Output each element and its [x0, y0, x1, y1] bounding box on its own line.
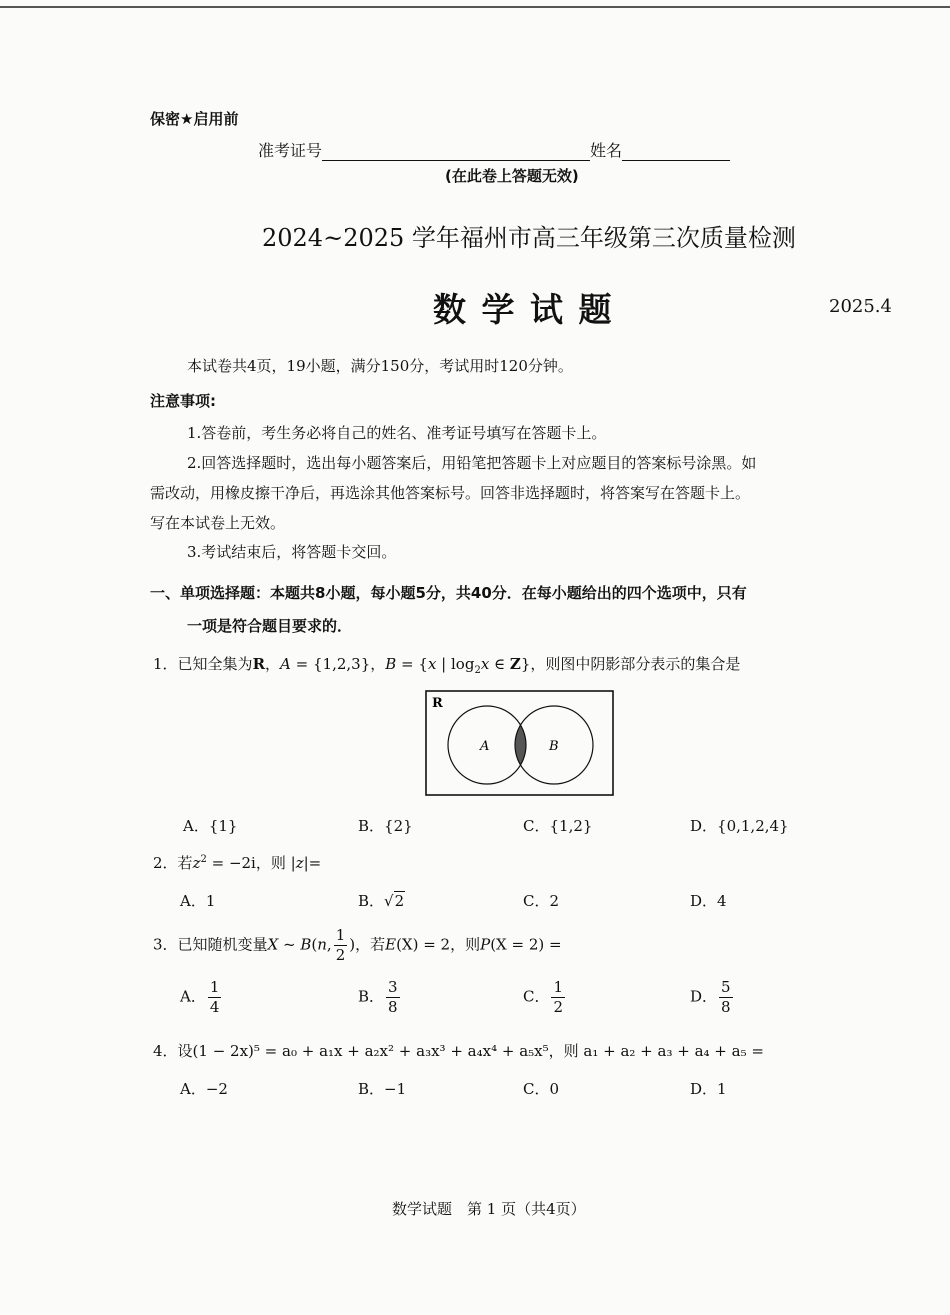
q3-b-den: 8 — [388, 998, 398, 1016]
q3-option-d-label: D． — [690, 987, 718, 1006]
q3-option-b-frac — [386, 980, 400, 1015]
q1-option-c: C．{1,2} — [523, 817, 593, 835]
intro-text: 本试卷共4页，19小题，满分150分，考试用时120分钟。 — [187, 357, 573, 375]
q3-d-num: 5 — [721, 978, 731, 996]
notice-item-2-line-2: 需改动，用橡皮擦干净后，再选涂其他答案标号。回答非选择题时，将答案写在答题卡上。 — [150, 484, 751, 502]
q3-option-a — [180, 980, 223, 1015]
q3-x: X — [267, 935, 279, 954]
q2-eq: = −2i，则 | — [206, 854, 296, 872]
q3-px: (X = 2) = — [490, 935, 562, 954]
q2-end: |= — [303, 854, 322, 872]
invalid-note: (在此卷上答题无效) — [445, 167, 579, 185]
question-3-stem — [153, 928, 562, 963]
q1-text-a: 已知全集为 — [177, 655, 253, 673]
q2-option-c: C．2 — [523, 892, 560, 910]
q3-ex: (X) = 2，则 — [396, 935, 481, 954]
q4-option-b: B．−1 — [358, 1080, 407, 1098]
q3-paren: ( — [311, 935, 318, 954]
question-2-number: 2． — [153, 854, 178, 872]
q3-paren-close: )，若 — [349, 935, 386, 954]
q3-text-a: 已知随机变量 — [177, 935, 268, 954]
scan-top-edge — [0, 6, 950, 8]
q3-a-num: 1 — [209, 978, 220, 996]
q2-option-d: D．4 — [690, 892, 727, 910]
exam-id-label: 准考证号 — [258, 141, 323, 160]
q3-option-a-frac — [208, 980, 222, 1015]
notice-item-2-line-3: 写在本试卷上无效。 — [150, 514, 286, 532]
question-2-stem — [153, 852, 321, 873]
venn-label-b: B — [549, 739, 559, 754]
q3-option-b — [358, 980, 402, 1015]
q1-option-d: D．{0,1,2,4} — [690, 817, 789, 835]
venn-label-r: R — [432, 696, 443, 711]
q3-c-num: 1 — [553, 978, 564, 996]
q3-fraction-den: 2 — [335, 946, 346, 964]
q2-option-b — [358, 890, 405, 911]
q3-fraction-num: 1 — [335, 926, 346, 944]
q2-power: 2 — [200, 854, 207, 865]
question-3-number: 3． — [153, 935, 178, 954]
q1-x1: x — [427, 655, 437, 673]
q3-n: n — [317, 935, 327, 954]
q3-option-d-frac — [719, 980, 733, 1015]
q3-option-a-label: A． — [180, 987, 206, 1006]
q1-in: ∈ — [489, 655, 510, 673]
sqrt-sign — [384, 892, 405, 910]
q1-option-b: B．{2} — [358, 817, 413, 835]
exam-date: 2025.4 — [829, 296, 892, 317]
q3-fraction — [334, 928, 348, 963]
q3-tilde: ~ — [278, 935, 301, 954]
q1-log: | log — [436, 655, 475, 673]
q3-d-den: 8 — [721, 998, 731, 1016]
notice-item-1: 1.答卷前，考生务必将自己的姓名、准考证号填写在答题卡上。 — [187, 424, 607, 442]
page-footer: 数学试题 第 1 页（共4页） — [392, 1200, 586, 1218]
q3-binomial: B — [300, 935, 312, 954]
q2-option-a: A．1 — [180, 892, 216, 910]
q3-b-num: 3 — [388, 978, 398, 996]
q1-text-b: ， — [265, 655, 281, 673]
q3-option-c — [523, 980, 567, 1015]
q1-log-base: 2 — [474, 665, 481, 676]
notice-heading: 注意事项: — [150, 392, 216, 410]
notice-item-3: 3.考试结束后，将答题卡交回。 — [187, 543, 397, 561]
q4-option-a: A．−2 — [180, 1080, 228, 1098]
q1-text-close: }，则图中阴影部分表示的集合是 — [520, 655, 741, 673]
q1-set-r: R — [252, 655, 266, 673]
section-1-heading-line-2: 一项是符合题目要求的． — [187, 617, 353, 635]
venn-label-a: A — [480, 739, 490, 754]
question-4-stem — [153, 1040, 764, 1061]
q3-e: E — [385, 935, 397, 954]
q4-option-c: C．0 — [523, 1080, 560, 1098]
question-4-number: 4． — [153, 1042, 178, 1060]
q3-option-c-frac — [551, 980, 565, 1015]
question-1-number: 1． — [153, 655, 178, 673]
name-label: 姓名 — [590, 141, 623, 160]
q2-option-b-label: B． — [358, 892, 385, 910]
q1-option-a: A．{1} — [183, 817, 238, 835]
q1-set-b: B — [385, 655, 397, 673]
venn-diagram — [425, 690, 615, 798]
q1-eq-a: = {1,2,3}， — [290, 655, 386, 673]
sqrt-symbol: √ — [384, 892, 394, 910]
q2-text-a: 若 — [177, 854, 193, 872]
q3-c-den: 2 — [553, 998, 564, 1016]
q3-option-d — [690, 980, 735, 1015]
q4-option-d: D．1 — [690, 1080, 727, 1098]
sqrt-radicand: 2 — [394, 892, 405, 910]
q3-comma: , — [326, 935, 332, 954]
q1-eq-b: = { — [396, 655, 428, 673]
q3-a-den: 4 — [209, 998, 220, 1016]
section-1-heading-line-1: 一、单项选择题：本题共8小题，每小题5分，共40分．在每小题给出的四个选项中，只有 — [150, 584, 747, 602]
notice-item-2-line-1: 2.回答选择题时，选出每小题答案后，用铅笔把答题卡上对应题目的答案标号涂黑。如 — [187, 454, 757, 472]
q1-set-z: Z — [509, 655, 521, 673]
q3-option-b-label: B． — [358, 987, 385, 1006]
subject-title: 数 学 试 题 — [433, 290, 614, 329]
q2-z: z — [192, 854, 201, 872]
exam-id-blank[interactable] — [322, 144, 590, 161]
secret-label: 保密★启用前 — [150, 110, 239, 128]
q4-text: 设(1 − 2x)⁵ = a₀ + a₁x + a₂x² + a₃x³ + a₄x⁴ + a₅x⁵，则 a₁ + a₂ + a₃ + a₄ + a₅ = — [177, 1042, 764, 1060]
question-1-stem — [153, 653, 740, 676]
name-blank[interactable] — [622, 144, 730, 161]
q2-z-abs: z — [295, 854, 304, 872]
q3-p: P — [480, 935, 491, 954]
q3-option-c-label: C． — [523, 987, 550, 1006]
exam-title: 2024~2025 学年福州市高三年级第三次质量检测 — [262, 224, 796, 252]
exam-id-row — [258, 138, 730, 161]
q1-x2: x — [480, 655, 490, 673]
q1-set-a: A — [280, 655, 291, 673]
